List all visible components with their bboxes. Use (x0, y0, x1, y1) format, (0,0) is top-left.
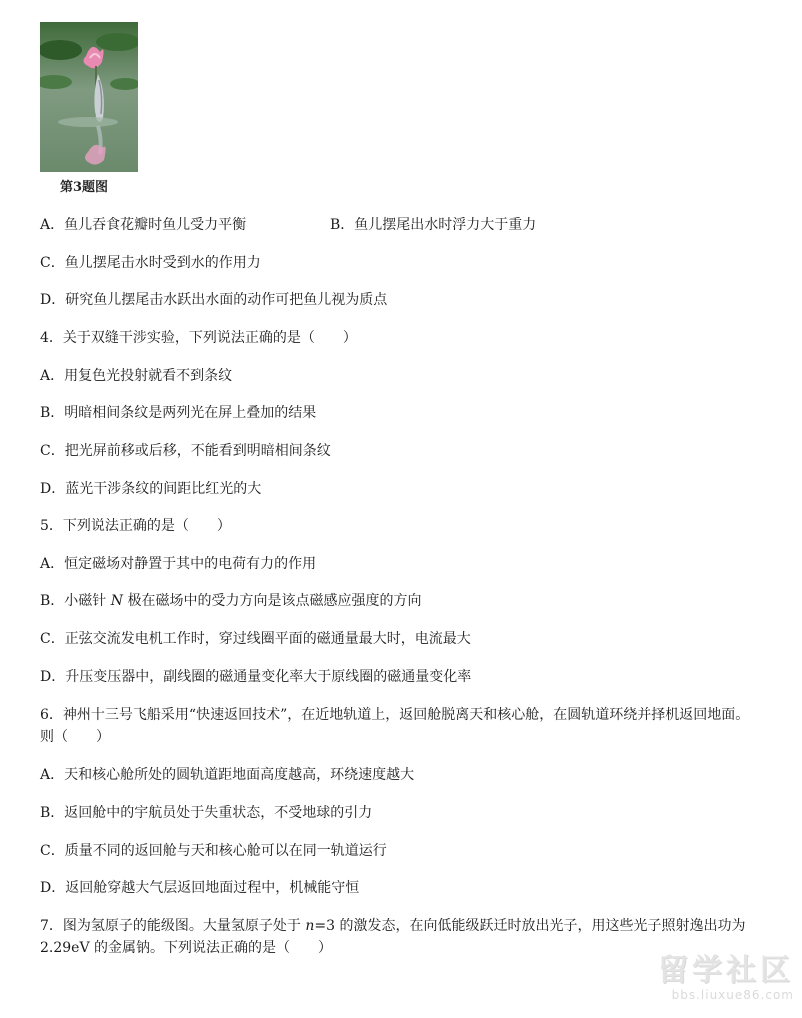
site-watermark (634, 954, 794, 1012)
q4-option-a: A．用复色光投射就看不到条纹 (40, 368, 233, 384)
q6-stem: 6．神州十三号飞船采用“快速返回技术”，在近地轨道上，返回舱脱离天和核心舱，在圆轨道环绕并择机返回地面。则（ ） (40, 707, 750, 745)
lotus-fish-photo (40, 22, 138, 172)
q6-option-d: D．返回舱穿越大气层返回地面过程中，机械能守恒 (40, 880, 360, 896)
q4-stem: 4．关于双缝干涉实验，下列说法正确的是（ ） (40, 330, 357, 346)
q6-option-b: B．返回舱中的宇航员处于失重状态，不受地球的引力 (40, 805, 373, 821)
q5-option-b-pre: B．小磁针 (40, 593, 111, 609)
q4-option-c: C．把光屏前移或后移，不能看到明暗相间条纹 (40, 443, 331, 459)
q3-option-d: D．研究鱼儿摆尾击水跃出水面的动作可把鱼儿视为质点 (40, 292, 388, 308)
q5-stem: 5．下列说法正确的是（ ） (40, 518, 231, 534)
q3-option-c: C．鱼儿摆尾击水时受到水的作用力 (40, 255, 261, 271)
question-figure (40, 22, 138, 172)
q7-stem-pre: 7．图为氢原子的能级图。大量氢原子处于 (40, 918, 306, 934)
q3-option-a: A．鱼儿吞食花瓣时鱼儿受力平衡 (40, 217, 247, 233)
watermark-title: 留学社区 (658, 953, 794, 988)
q5-option-b-post: 极在磁场中的受力方向是该点磁感应强度的方向 (123, 593, 422, 609)
q6-option-c: C．质量不同的返回舱与天和核心舱可以在同一轨道运行 (40, 843, 387, 859)
q6-option-a: A．天和核心舱所处的圆轨道距地面高度越高，环绕速度越大 (40, 767, 415, 783)
q7-stem-var: n (305, 918, 315, 934)
q3-options-ab (40, 216, 537, 234)
q3-option-b: B．鱼儿摆尾出水时浮力大于重力 (330, 217, 537, 233)
q5-option-d: D．升压变压器中，副线圈的磁通量变化率大于原线圈的磁通量变化率 (40, 669, 472, 685)
q4-option-b: B．明暗相间条纹是两列光在屏上叠加的结果 (40, 405, 317, 421)
watermark-url: bbs.liuxue86.com (671, 988, 794, 1002)
q4-option-d: D．蓝光干涉条纹的间距比红光的大 (40, 481, 262, 497)
q5-option-a: A．恒定磁场对静置于其中的电荷有力的作用 (40, 556, 317, 572)
q5-option-b (40, 592, 421, 610)
figure-caption: 第3题图 (60, 180, 109, 195)
q7-stem (40, 915, 760, 959)
q7-stem-mid: =3 的激发态，在向低能级跃迁时放出光子，用这些光子照射逸出功为 2.29eV 的金属钠。下列说法正确的是（ ） (40, 918, 746, 956)
q5-option-b-var: N (110, 593, 123, 609)
q5-option-c: C．正弦交流发电机工作时，穿过线圈平面的磁通量最大时，电流最大 (40, 631, 471, 647)
